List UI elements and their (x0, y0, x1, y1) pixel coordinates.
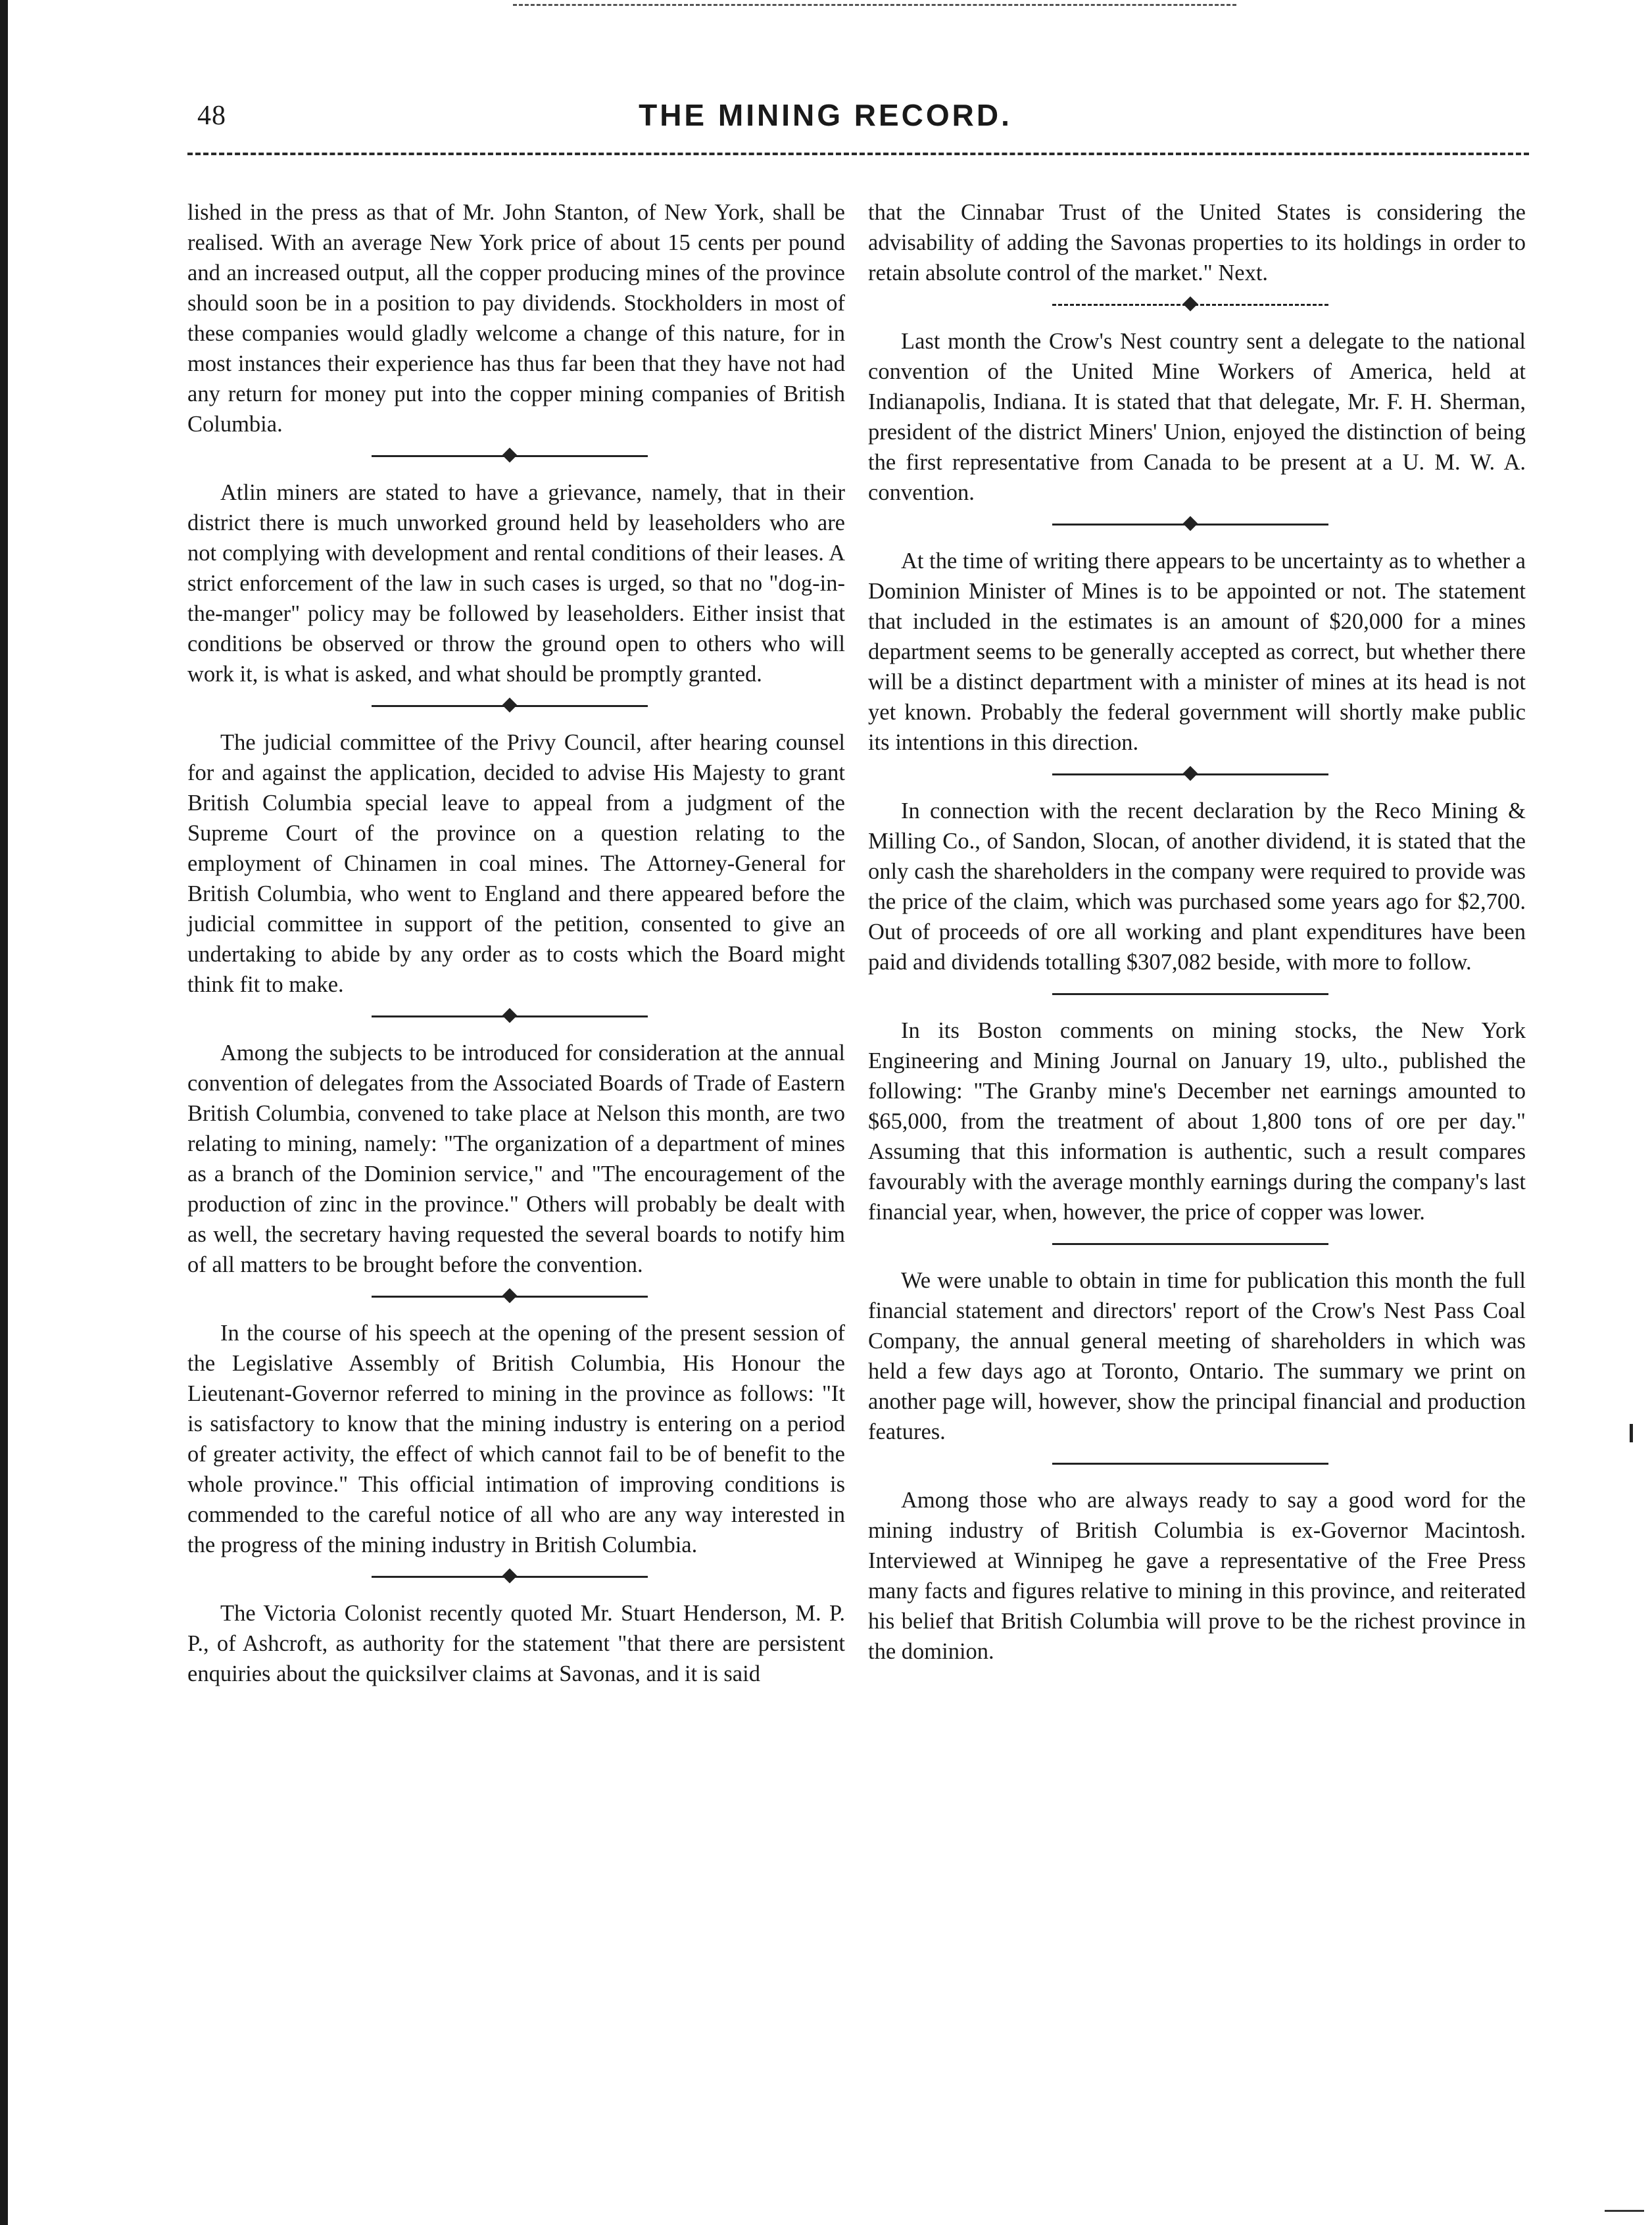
top-scan-rule (513, 4, 1236, 6)
right-column (868, 197, 1526, 1667)
paragraph-copper-dividends: lished in the press as that of Mr. John Stanton, of New York, shall be realised. With an average New York price of about 15 cents per pound and an increased output, all the copper producing mines of the province should soon be in a position to pay dividends. Stockholders in most of these companies would gladly welcome a change of this nature, for in most instances their experience has thus far been that they have not had any return for money put into the copper mining companies of British Columbia. (187, 200, 845, 437)
paragraph-quicksilver-claims: The Victoria Colonist recently quoted Mr. Stuart Henderson, M. P. P., of Ashcroft, as authority for the statement "that there are persistent enquiries about the quicksilver claims at Savonas, and it is said (187, 1601, 845, 1686)
margin-mark (1630, 1424, 1633, 1442)
paragraph-lieutenant-governor: In the course of his speech at the opening of the present session of the Legislative Assembly of British Columbia, His Honour the Lieutenant-Governor referred to mining in the province as follows: "It is satisfactory to know that the mining industry is entering on a period of greater activity, the effect of which cannot fail to be of benefit to the whole province." This official intimation of improving conditions is commended to the careful notice of all who are any way interested in the progress of the mining industry in British Columbia. (187, 1321, 845, 1557)
paragraph-atlin-miners: Atlin miners are stated to have a grievance, namely, that in their district there is much unworked ground held by leaseholders who are not complying with development and rental conditions of their leases. A strict enforcement of the law in such cases is urged, so that no "dog-in-the-manger" policy may be followed by leaseholders. Either insist that conditions be observed or throw the ground open to others who will work it, is what is asked, and what should be promptly granted. (187, 480, 845, 687)
diamond-ornament-icon (1183, 766, 1198, 781)
paragraph-granby-earnings: In its Boston comments on mining stocks, the New York Engineering and Mining Journal on January 19, ulto., published the following: "The Granby mine's December net earnings amounted to $65,000, from the treatment of about 1,800 tons of ore per day." Assuming that this information is authentic, such a result compares favourably with the average monthly earnings during the company's last financial year, when, however, the price of copper was lower. (868, 1018, 1526, 1225)
section-divider (187, 1283, 845, 1311)
section-divider (868, 510, 1526, 539)
section-divider (868, 291, 1526, 320)
section-divider (868, 980, 1526, 1009)
page-number: 48 (197, 101, 226, 131)
section-divider (187, 1002, 845, 1031)
paragraph-minister-of-mines: At the time of writing there appears to be uncertainty as to whether a Dominion Minister of Mines is to be appointed or not. The statement that included in the estimates is an amount of $20,000 for a mines department seems to be generally accepted as correct, but whether there will be a distinct department with a minister of mines at its head is not yet known. Probably the federal government will shortly make public its intentions in this direction. (868, 549, 1526, 755)
diamond-ornament-icon (502, 1008, 518, 1023)
paragraph-reco-mining: In connection with the recent declaration by the Reco Mining & Milling Co., of Sandon, Slocan, of another dividend, it is stated that the only cash the shareholders in the company were required to provide was the price of the claim, which was purchased some years ago for $2,700. Out of proceeds of ore all working and plant expenditures have been paid and dividends totalling $307,082 beside, with more to follow. (868, 798, 1526, 975)
section-divider (868, 760, 1526, 789)
page-header (184, 97, 1467, 150)
scan-edge (0, 0, 8, 2225)
left-column (187, 197, 845, 1689)
paragraph-privy-council: The judicial committee of the Privy Council, after hearing counsel for and against the application, decided to advise His Majesty to grant British Columbia special leave to appeal from a judgment of the Supreme Court of the province on a question relating to the employment of Chinamen in coal mines. The Attorney-General for British Columbia, who went to England and there appeared before the judicial committee in support of the petition, consented to give an undertaking to abide by any order as to costs which the Board might think fit to make. (187, 730, 845, 997)
paragraph-crows-nest-delegate: Last month the Crow's Nest country sent a delegate to the national convention of the United Mine Workers of America, held at Indianapolis, Indiana. It is stated that that delegate, Mr. F. H. Sherman, president of the district Miners' Union, enjoyed the distinction of being the first representative from Canada to be present at a U. M. W. A. convention. (868, 329, 1526, 505)
section-divider (187, 692, 845, 721)
diamond-ornament-icon (502, 698, 518, 713)
bottom-scan-mark (1605, 2210, 1644, 2212)
paragraph-coal-company-report: We were unable to obtain in time for publication this month the full financial statement and directors' report of the Crow's Nest Pass Coal Company, the annual general meeting of shareholders in which was held a few days ago at Toronto, Ontario. The summary we print on another page will, however, show the principal financial and production features. (868, 1268, 1526, 1444)
paragraph-boards-of-trade: Among the subjects to be introduced for consideration at the annual convention of delegates from the Associated Boards of Trade of Eastern British Columbia, convened to take place at Nelson this month, are two relating to mining, namely: "The organization of a department of mines as a branch of the Dominion service," and "The encouragement of the production of zinc in the province." Others will probably be dealt with as well, the secretary having requested the several boards to notify him of all matters to be brought before the convention. (187, 1040, 845, 1277)
diamond-ornament-icon (502, 1569, 518, 1584)
diamond-ornament-icon (1183, 516, 1198, 531)
header-rule (187, 153, 1529, 155)
diamond-ornament-icon (502, 448, 518, 463)
paragraph-governor-macintosh: Among those who are always ready to say a good word for the mining industry of British Columbia is ex-Governor Macintosh. Interviewed at Winnipeg he gave a representative of the Free Press many facts and figures relative to mining in this province, and reiterated his belief that British Columbia will prove to be the richest province in the dominion. (868, 1488, 1526, 1664)
diamond-ornament-icon (1183, 297, 1198, 312)
section-divider (868, 1450, 1526, 1479)
diamond-ornament-icon (502, 1288, 518, 1304)
journal-title: THE MINING RECORD. (639, 98, 1012, 132)
section-divider (187, 1563, 845, 1592)
section-divider (868, 1230, 1526, 1259)
paragraph-cinnabar-trust: that the Cinnabar Trust of the United States is considering the advisability of adding the Savonas properties to its holdings in order to retain absolute control of the market." Next. (868, 200, 1526, 285)
section-divider (187, 442, 845, 471)
